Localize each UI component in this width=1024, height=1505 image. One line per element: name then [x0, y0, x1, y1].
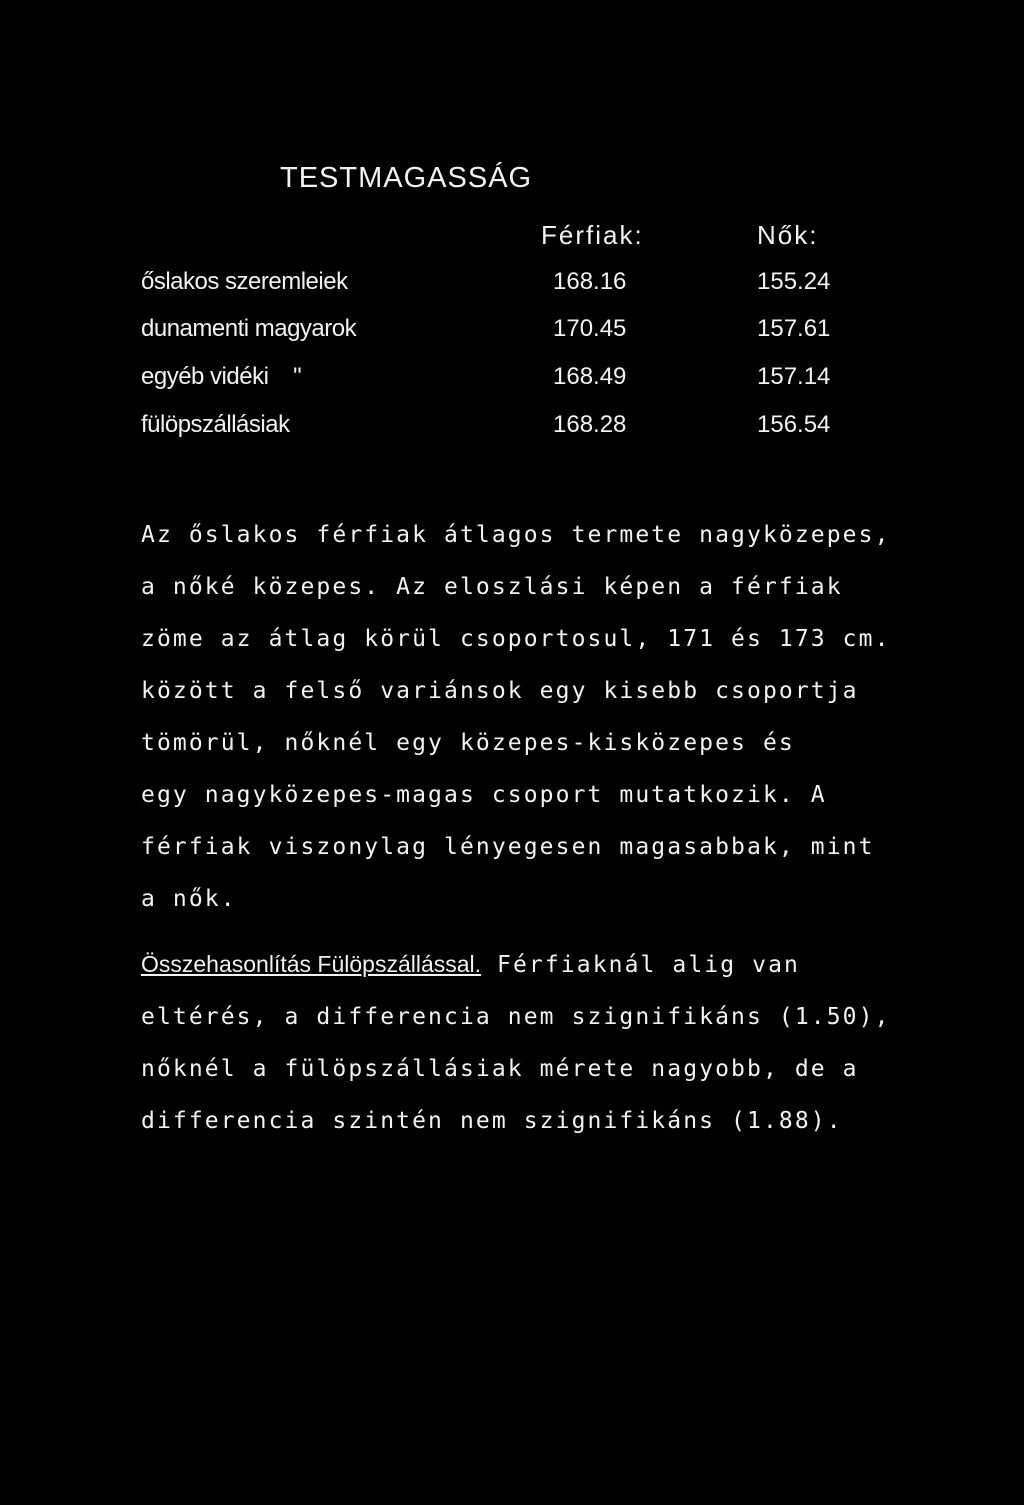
table-row [0, 411, 1024, 451]
column-header-men: Férfiak: [541, 220, 644, 250]
comparison-paragraph [141, 938, 891, 1147]
paragraph-line: egy nagyközepes-magas csoport mutatkozik. A [141, 782, 827, 808]
column-header-women: Nők: [757, 220, 819, 250]
row-label: egyéb vidéki " [141, 363, 302, 390]
value-women: 157.14 [757, 363, 831, 390]
table-row [0, 315, 1024, 355]
paragraph-line: eltérés, a differencia nem szignifikáns (1.50), [141, 1004, 891, 1030]
paragraph-line: zöme az átlag körül csoportosul, 171 és 173 cm. [141, 626, 891, 652]
heading-continuation: Férfiaknál alig van [481, 952, 801, 978]
paragraph-line: között a felső variánsok egy kisebb csoportja [141, 678, 859, 704]
paragraph-line [141, 938, 881, 991]
paragraph-line: a nőké közepes. Az eloszlási képen a férfiak [141, 574, 843, 600]
paragraph-body [141, 509, 891, 925]
table-row [0, 363, 1024, 403]
row-label: őslakos szeremleiek [141, 268, 348, 295]
value-men: 170.45 [553, 315, 627, 342]
value-women: 157.61 [757, 315, 831, 342]
row-label: dunamenti magyarok [141, 315, 357, 342]
value-men: 168.28 [553, 411, 627, 438]
value-women: 155.24 [757, 268, 831, 295]
row-label: fülöpszállásiak [141, 411, 290, 438]
paragraph-line: tömörül, nőknél egy közepes-kisközepes és [141, 730, 795, 756]
section-heading: Összehasonlítás Fülöpszállással. [141, 951, 482, 977]
paragraph-line: a nők. [141, 886, 237, 912]
value-men: 168.49 [553, 363, 627, 390]
paragraph-line: differencia szintén nem szignifikáns (1.88). [141, 1108, 843, 1134]
paragraph-line: férfiak viszonylag lényegesen magasabbak, mint [141, 834, 875, 860]
paragraph-line: Az őslakos férfiak átlagos termete nagyközepes, [141, 522, 891, 548]
value-men: 168.16 [553, 268, 627, 295]
table-row [0, 268, 1024, 308]
table-title: TESTMAGASSÁG [280, 162, 533, 194]
value-women: 156.54 [757, 411, 831, 438]
paragraph-line: nőknél a fülöpszállásiak mérete nagyobb, de a [141, 1056, 859, 1082]
